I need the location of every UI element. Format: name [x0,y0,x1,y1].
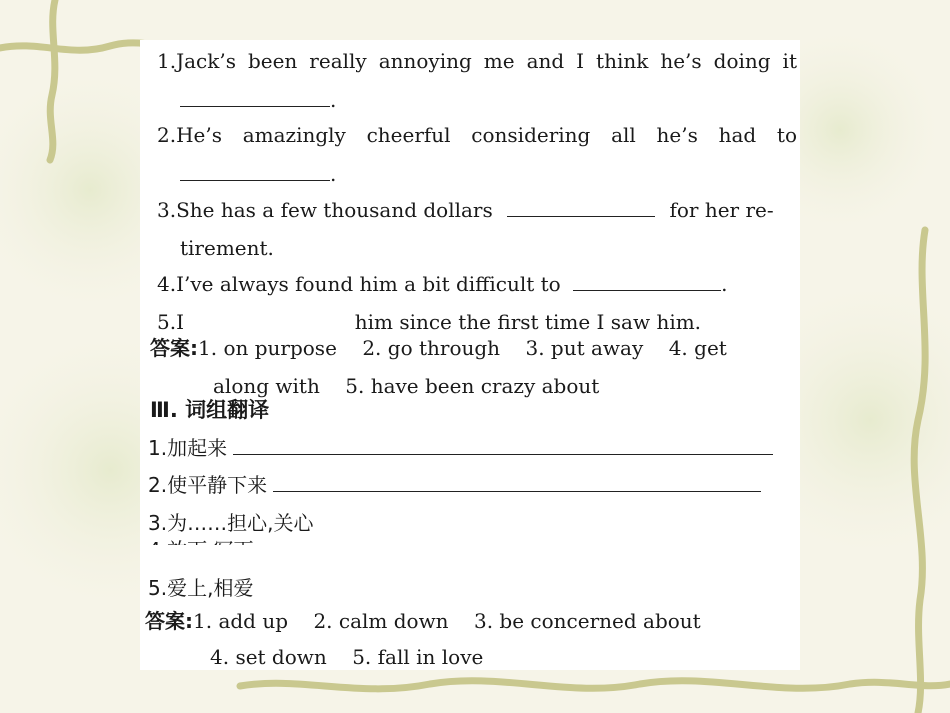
vine-bottom [240,681,950,689]
exercise2-item-4: 4.I’ve always found him a bit difficult to . [157,272,728,296]
answer-text: 1. add up 2. calm down 3. be concerned about [193,609,701,633]
exercise2-answer-cont: along with 5. have been crazy about [213,374,600,398]
answer-label: 答案: [150,336,198,360]
item-number: 4. [157,272,177,296]
answer-blank[interactable] [180,88,330,107]
exercise3-answer-cont: 4. set down 5. fall in love [210,645,484,669]
item-text: Jack’s been really annoying me and I think he’s doing it [176,49,797,73]
answer-label: 答案: [145,609,193,633]
exercise2-item-2 [157,123,797,147]
exercise2-item-3: 3.She has a few thousand dollars for her re- [157,198,774,222]
item-text: He’s amazingly cheerful considering all he’s had to [176,123,797,147]
phrase-item-5: 5.爱上,相爱 [148,576,254,600]
exercise2-item-1-blank: . [180,88,336,112]
answer-line[interactable] [233,436,773,455]
answer-blank[interactable] [507,198,655,217]
answer-line[interactable] [273,473,761,492]
item-number: 2. [157,123,177,147]
phrase-item-2: 2.使平静下来 [148,473,761,497]
answer-blank[interactable] [573,272,721,291]
exercise2-item-5: 5.I him since the first time I saw him. [157,310,702,334]
exercise3-answer [145,609,701,633]
phrase-item-1: 1.加起来 [148,436,773,460]
exercise2-item-2-blank: . [180,162,336,186]
phrase-item-3: 3.为……担心,关心 [148,511,314,535]
item-number: 5. [157,310,177,334]
item-number: 1. [157,49,177,73]
vine-top-left [0,43,160,50]
exercise2-item-3-cont: tirement. [180,236,274,260]
section-heading: Ⅲ. 词组翻译 [150,398,270,422]
answer-blank[interactable] [180,162,330,181]
exercise2-answer [150,336,727,360]
exercise2-item-1 [157,49,797,73]
answer-text: 1. on purpose 2. go through 3. put away 4. get [198,336,727,360]
item-number: 3. [157,198,177,222]
